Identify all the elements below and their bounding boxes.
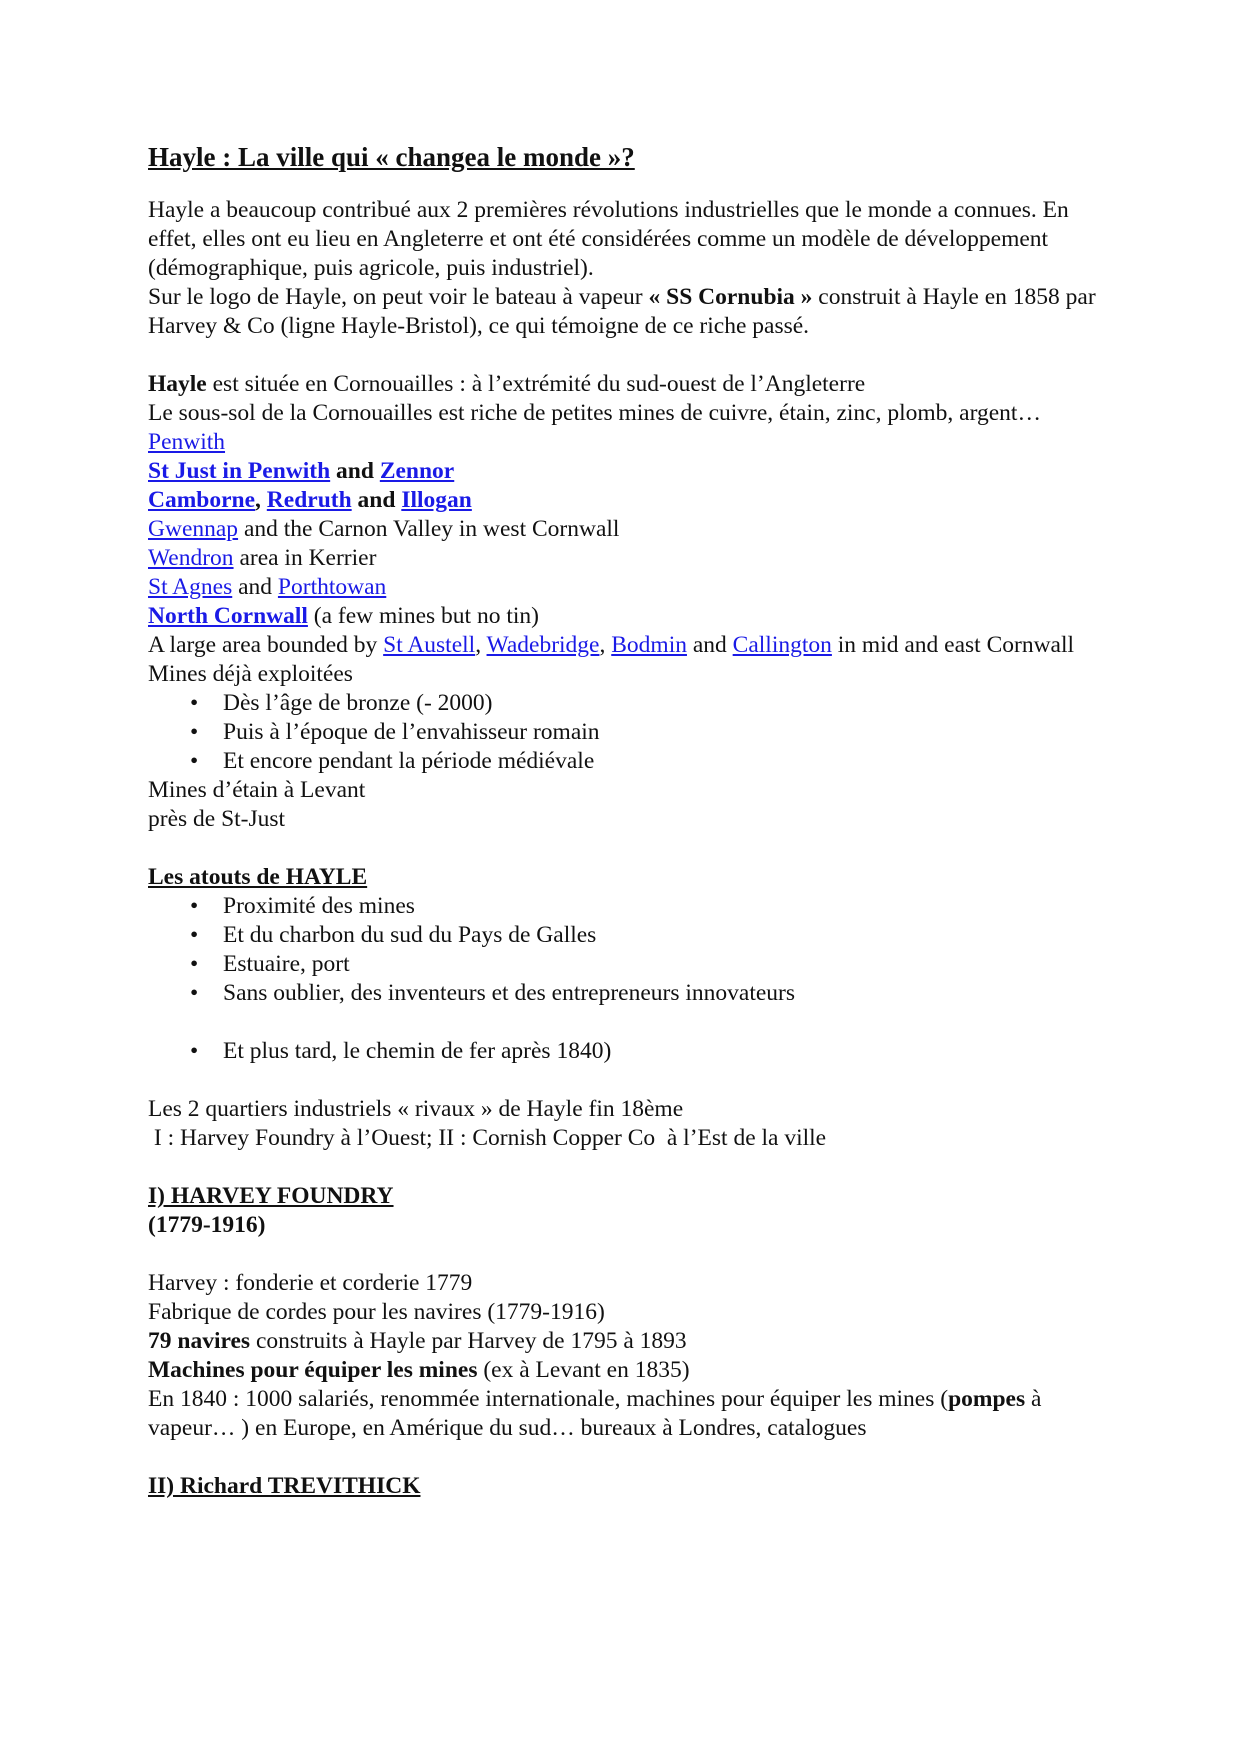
- ship-name: « SS Cornubia »: [648, 284, 813, 310]
- and-text: and: [686, 632, 733, 658]
- harvey-heading: I) HARVEY FOUNDRY: [148, 1183, 394, 1209]
- situation-text: est située en Cornouailles : à l’extrémité du sud-ouest de l’Angleterre: [206, 371, 866, 397]
- document-page: [148, 140, 1108, 1501]
- area-camborne-line: [148, 486, 1108, 515]
- comma-text: ,: [255, 487, 267, 513]
- link-illogan[interactable]: Illogan: [401, 487, 472, 513]
- employees-text: En 1840 : 1000 salariés, renommée internationale, machines pour équiper les mines (: [148, 1386, 949, 1412]
- harvey-line-1: Harvey : fonderie et corderie 1779: [148, 1270, 473, 1296]
- levant-line: Mines d’étain à Levant: [148, 777, 366, 803]
- intro-logo-text-end: construit à Hayle en 1858 par Harvey & Co (ligne Hayle-Bristol), ce qui témoigne de ce riche passé.: [148, 284, 1096, 339]
- harvey-line-5: [148, 1385, 1108, 1443]
- link-porthtowan[interactable]: Porthtowan: [277, 574, 387, 600]
- link-gwennap[interactable]: Gwennap: [148, 516, 239, 542]
- atouts-list-later: [148, 1037, 1108, 1066]
- link-st-austell[interactable]: St Austell: [383, 632, 476, 658]
- employees-text-end: à vapeur… ) en Europe, en Amérique du sud… bureaux à Londres, catalogues: [148, 1386, 1042, 1441]
- gwennap-text: and the Carnon Valley in west Cornwall: [238, 516, 620, 542]
- comma-text: ,: [475, 632, 487, 658]
- harvey-dates: (1779-1916): [148, 1212, 266, 1238]
- area-stjust-line: [148, 457, 1108, 486]
- area-wendron-line: [148, 544, 1108, 573]
- hayle-bold: Hayle: [148, 371, 207, 397]
- quartiers-detail: I : Harvey Foundry à l’Ouest; II : Cornish Copper Co à l’Est de la ville: [148, 1125, 827, 1151]
- area-penwith-line: [148, 428, 1108, 457]
- list-item: • Proximité des mines: [148, 892, 1108, 921]
- harvey-line-3: [148, 1327, 1108, 1356]
- and-text: and: [232, 574, 278, 600]
- link-bodmin[interactable]: Bodmin: [611, 632, 687, 658]
- machines-text: (ex à Levant en 1835): [477, 1357, 690, 1383]
- atouts-heading: Les atouts de HAYLE: [148, 864, 368, 890]
- quartiers-line: Les 2 quartiers industriels « rivaux » de Hayle fin 18ème: [148, 1096, 684, 1122]
- link-wendron[interactable]: Wendron: [148, 545, 234, 571]
- area-large-line: [148, 631, 1108, 660]
- trevithick-heading: II) Richard TREVITHICK: [148, 1473, 421, 1499]
- and-text: and: [330, 458, 380, 484]
- page-title: Hayle : La ville qui « changea le monde »?: [148, 142, 635, 172]
- and-text: and: [351, 487, 402, 513]
- mines-list: [148, 689, 1108, 776]
- harvey-line-2: Fabrique de cordes pour les navires (1779-1916): [148, 1299, 605, 1325]
- atouts-list: [148, 892, 1108, 1008]
- link-north-cornwall[interactable]: North Cornwall: [148, 603, 308, 629]
- intro-paragraph: [148, 196, 1108, 341]
- wendron-text: area in Kerrier: [233, 545, 377, 571]
- pumps-bold: pompes: [948, 1386, 1026, 1412]
- intro-logo-text: Sur le logo de Hayle, on peut voir le bateau à vapeur: [148, 284, 649, 310]
- link-st-just[interactable]: St Just in Penwith: [148, 458, 331, 484]
- link-st-agnes[interactable]: St Agnes: [148, 574, 233, 600]
- link-callington[interactable]: Callington: [732, 632, 832, 658]
- north-cornwall-text: (a few mines but no tin): [307, 603, 539, 629]
- situation-line: [148, 370, 1108, 399]
- list-item: • Dès l’âge de bronze (- 2000): [148, 689, 1108, 718]
- mines-heading: Mines déjà exploitées: [148, 661, 353, 687]
- area-gwennap-line: [148, 515, 1108, 544]
- link-wadebridge[interactable]: Wadebridge: [486, 632, 600, 658]
- ships-text: construits à Hayle par Harvey de 1795 à 1893: [250, 1328, 687, 1354]
- link-zennor[interactable]: Zennor: [379, 458, 455, 484]
- soil-line: Le sous-sol de la Cornouailles est riche de petites mines de cuivre, étain, zinc, plomb, argent…: [148, 400, 1041, 426]
- list-item: • Et encore pendant la période médiévale: [148, 747, 1108, 776]
- list-item: • Et plus tard, le chemin de fer après 1840): [148, 1037, 1108, 1066]
- intro-text: Hayle a beaucoup contribué aux 2 premières révolutions industrielles que le monde a connues. En effet, elles ont eu lieu en Angleterre et ont été considérées comme un modèle de développement (démographique, puis agricole, puis industriel).: [148, 197, 1069, 281]
- list-item: • Estuaire, port: [148, 950, 1108, 979]
- st-just-line: près de St-Just: [148, 806, 286, 832]
- large-area-text: A large area bounded by: [148, 632, 384, 658]
- link-camborne[interactable]: Camborne: [148, 487, 256, 513]
- ships-bold: 79 navires: [148, 1328, 251, 1354]
- list-item: • Sans oublier, des inventeurs et des entrepreneurs innovateurs: [148, 979, 1108, 1008]
- list-item: • Puis à l’époque de l’envahisseur romain: [148, 718, 1108, 747]
- link-penwith[interactable]: Penwith: [148, 429, 226, 455]
- comma-text: ,: [599, 632, 612, 658]
- area-north-cornwall-line: [148, 602, 1108, 631]
- machines-bold: Machines pour équiper les mines: [148, 1357, 478, 1383]
- link-redruth[interactable]: Redruth: [266, 487, 352, 513]
- list-item: • Et du charbon du sud du Pays de Galles: [148, 921, 1108, 950]
- area-stagnes-line: [148, 573, 1108, 602]
- harvey-line-4: [148, 1356, 1108, 1385]
- large-area-text-end: in mid and east Cornwall: [831, 632, 1075, 658]
